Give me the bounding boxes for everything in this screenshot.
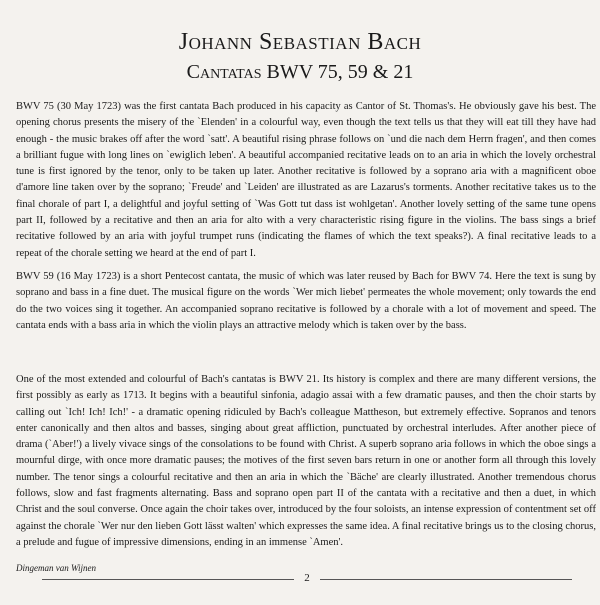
footer-rule-right	[320, 579, 572, 580]
paragraph-bwv75: BWV 75 (30 May 1723) was the first cantata Bach produced in his capacity as Cantor of St. Thomas's. He obviously gave his best. The opening chorus presents the misery of the `Elenden' in a colourful way, even though the text tells us that they will eat till they have had enough - the music brakes off after the word `satt'. A beautiful rising phrase follows on `und die nach dem Herrn fragen', and then comes a brilliant fugue with long lines on `ewiglich leben'. A beautiful accompanied recitative leads on to an aria in which the lovely orchestral tune is first ignored by the tenor, only to be taken up later. Another recitative is followed by a soprano aria with a magnificent oboe d'amore line taken over by the soprano; `Freude' and `Leiden' are illustrated as are Lazarus's torments. Another recitative takes us to the final chorale of part I, a delightful and joyful setting of `Was Gott tut dass ist wohlgetan'. Another lovely setting of the same tune opens part II, followed by a recitative and then an aria for alto with a very characteristic rising figure in the violins. The bass sings a brief recitative followed by an aria with joyful trumpet runs (indicating the flames of which the text speaks?). A final recitative leads to a repeat of the chorale setting we heard at the end of part I.	[16, 101, 596, 259]
author-credit: Dingeman van Wijnen	[16, 563, 96, 573]
page-number: 2	[304, 572, 310, 584]
footer-rule-left	[42, 579, 294, 580]
page-title: Johann Sebastian Bach	[178, 29, 422, 55]
paragraph-bwv21: One of the most extended and colourful of Bach's cantatas is BWV 21. Its history is complex and there are many different versions, the first possibly as early as 1713. It begins with a beautiful sinfonia, adagio assai with a few dramatic pauses, and then the choir starts by calling out `Ich! Ich! Ich!' - a dramatic opening ridiculed by Bach's colleague Mattheson, but extremely effective. Sopranos and tenors enter canonically and then altos and basses, singing about great affliction, punctuated by orchestral interludes. After another piece of drama (`Aber!') a lively vivace sings of the consolations to be found with Christ. A superb soprano aria follows in which the oboe sings a mournful dirge, with once more dramatic pauses; the motives of the first seven bars return in one or another form all through this lovely number. The tenor sings a colourful recitative and then an aria in which the `Bäche' are clearly illustrated. Another tremendous chorus follows, slow and fast fragments alternating. Bass and soprano open part II of the cantata with a recitative and then a duet, in which Christ and the soul converse. Once again the choir takes over, introduced by the four soloists, an intense expression of contentment set off against the chorale `Wer nur den lieben Gott lässt walten' which expresses the same idea. A final recitative brings us to the closing chorus, a prelude and fugue of impressive dimensions, ending in an immense `Amen'.	[16, 374, 596, 548]
page-subtitle: Cantatas BWV 75, 59 & 21	[186, 61, 414, 83]
paragraph-bwv59: BWV 59 (16 May 1723) is a short Pentecost cantata, the music of which was later reused by Bach for BWV 74. Here the text is sung by soprano and bass in a fine duet. The musical figure on the words `Wer mich liebet' permeates the whole movement; only towards the end do the two voices sing it together. An accompanied soprano recitative is followed by a chorale with a lot of movement and speed. The cantata ends with a bass aria in which the violin plays an attractive melody which is taken over by the bass.	[16, 271, 596, 331]
